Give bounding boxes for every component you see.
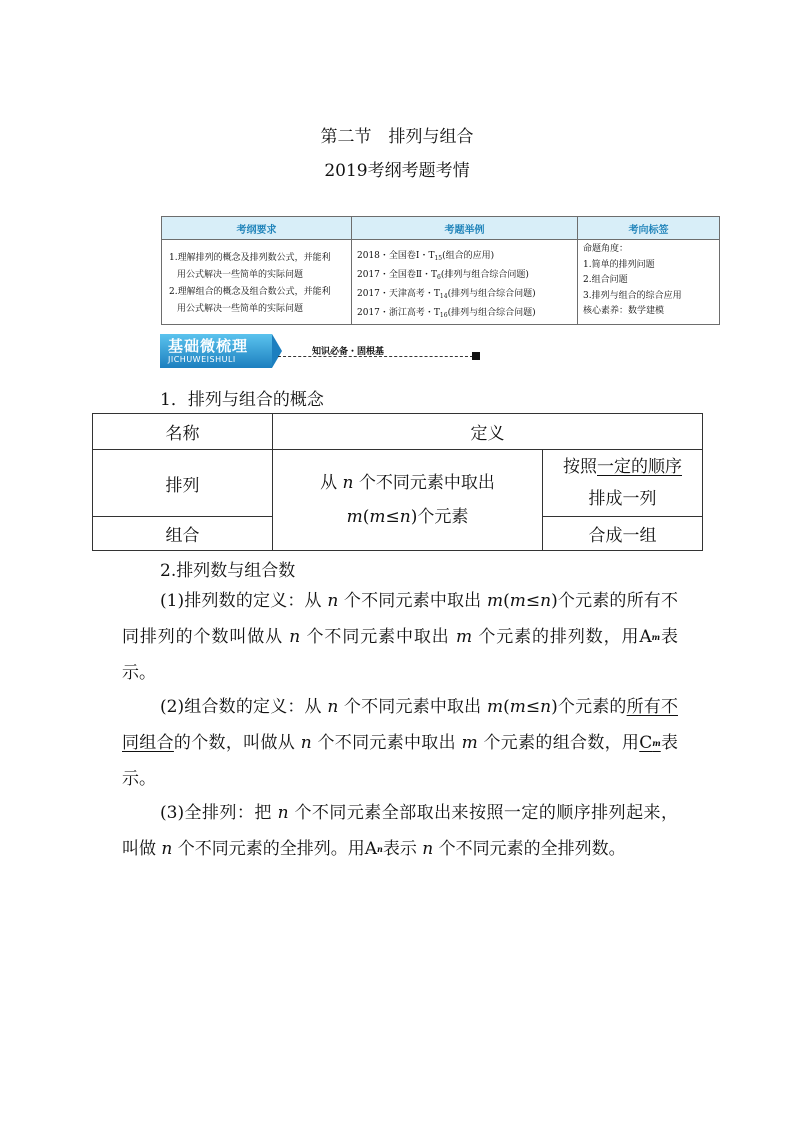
outline-tags-cell — [578, 240, 720, 325]
paragraph-full-permutation: (3)全排列：把 n 个不同元素全部取出来按照一定的顺序排列起来，叫做 n 个不同元素的全排列。用$A^n$表示 n 个不同元素的全排列数。 — [122, 803, 678, 859]
full-permutation-symbol: $A^n$ — [364, 839, 383, 859]
outline-header-requirements: 考纲要求 — [162, 217, 352, 240]
outline-header-tags: 考向标签 — [578, 217, 720, 240]
section-banner — [160, 334, 490, 374]
concept-heading: 1．排列与组合的概念 — [160, 390, 324, 410]
tag-line: 1.简单的排列问题 — [583, 259, 655, 270]
banner-title: 基础微梳理 — [168, 337, 249, 355]
example-line: 2017・全国卷Ⅱ・$T_6$(排列与组合综合问题) — [357, 270, 529, 281]
concept-header-name: 名称 — [93, 414, 273, 450]
banner-subtitle: 知识必备・固根基 — [312, 347, 385, 357]
requirement-line: 用公式解决一些简单的实际问题 — [177, 304, 304, 314]
concept-header-row — [93, 414, 703, 450]
permutation-name: 排列 — [93, 450, 273, 517]
concept-header-definition: 定义 — [273, 414, 703, 450]
section-subtitle: 2019考纲考题考情 — [324, 161, 470, 181]
combination-symbol: $C^m$ — [639, 733, 661, 753]
combination-name: 组合 — [93, 517, 273, 551]
example-line: 2017・浙江高考・$T_{16}$(排列与组合综合问题) — [357, 308, 536, 319]
concept-table — [92, 413, 703, 551]
exam-outline-table — [161, 216, 720, 325]
example-line: 2018・全国卷Ⅰ・$T_{15}$(组合的应用) — [357, 251, 495, 262]
requirement-line: 1.理解排列的概念及排列数公式，并能利 — [169, 253, 331, 263]
tag-line: 命题角度： — [583, 244, 629, 254]
banner-pinyin: JICHUWEISHULI — [168, 355, 236, 364]
outline-requirements-cell — [162, 240, 352, 325]
paragraph-permutation-number: (1)排列数的定义：从 n 个不同元素中取出 m(m≤n)个元素的所有不同排列的个数叫做从 n 个不同元素中取出 m 个元素的排列数，用$A^m$表示。 — [122, 591, 679, 683]
banner-label-box — [160, 334, 272, 368]
outline-header-examples: 考题举例 — [352, 217, 578, 240]
combination-definition: 合成一组 — [543, 517, 703, 551]
outline-header-row — [162, 217, 720, 240]
shared-definition: 从 n 个不同元素中取出 m(m≤n)个元素 — [273, 450, 543, 551]
paragraph-combination-number: (2)组合数的定义：从 n 个不同元素中取出 m(m≤n)个元素的所有不同组合的个数，叫做从 n 个不同元素中取出 m 个元素的组合数，用$C^m$表示。 — [122, 697, 679, 789]
concept-row-permutation — [93, 450, 703, 517]
section-title: 第二节 排列与组合 — [320, 127, 474, 147]
outline-body-row — [162, 240, 720, 325]
requirement-line: 2.理解组合的概念及组合数公式，并能利 — [169, 287, 331, 297]
tag-line: 3.排列与组合的综合应用 — [583, 290, 682, 301]
numbers-heading: 2.排列数与组合数 — [160, 561, 296, 581]
permutation-symbol: $A^m$ — [639, 627, 661, 647]
banner-dashed-line — [278, 356, 473, 357]
example-line: 2017・天津高考・$T_{14}$(排列与组合综合问题) — [357, 289, 536, 300]
outline-examples-cell — [352, 240, 578, 325]
requirement-line: 用公式解决一些简单的实际问题 — [177, 270, 304, 280]
permutation-definition: 按照一定的顺序 排成一列 — [543, 450, 703, 517]
tag-line: 核心素养：数学建模 — [583, 306, 665, 316]
banner-end-square-icon — [472, 352, 480, 360]
tag-line: 2.组合问题 — [583, 275, 628, 285]
